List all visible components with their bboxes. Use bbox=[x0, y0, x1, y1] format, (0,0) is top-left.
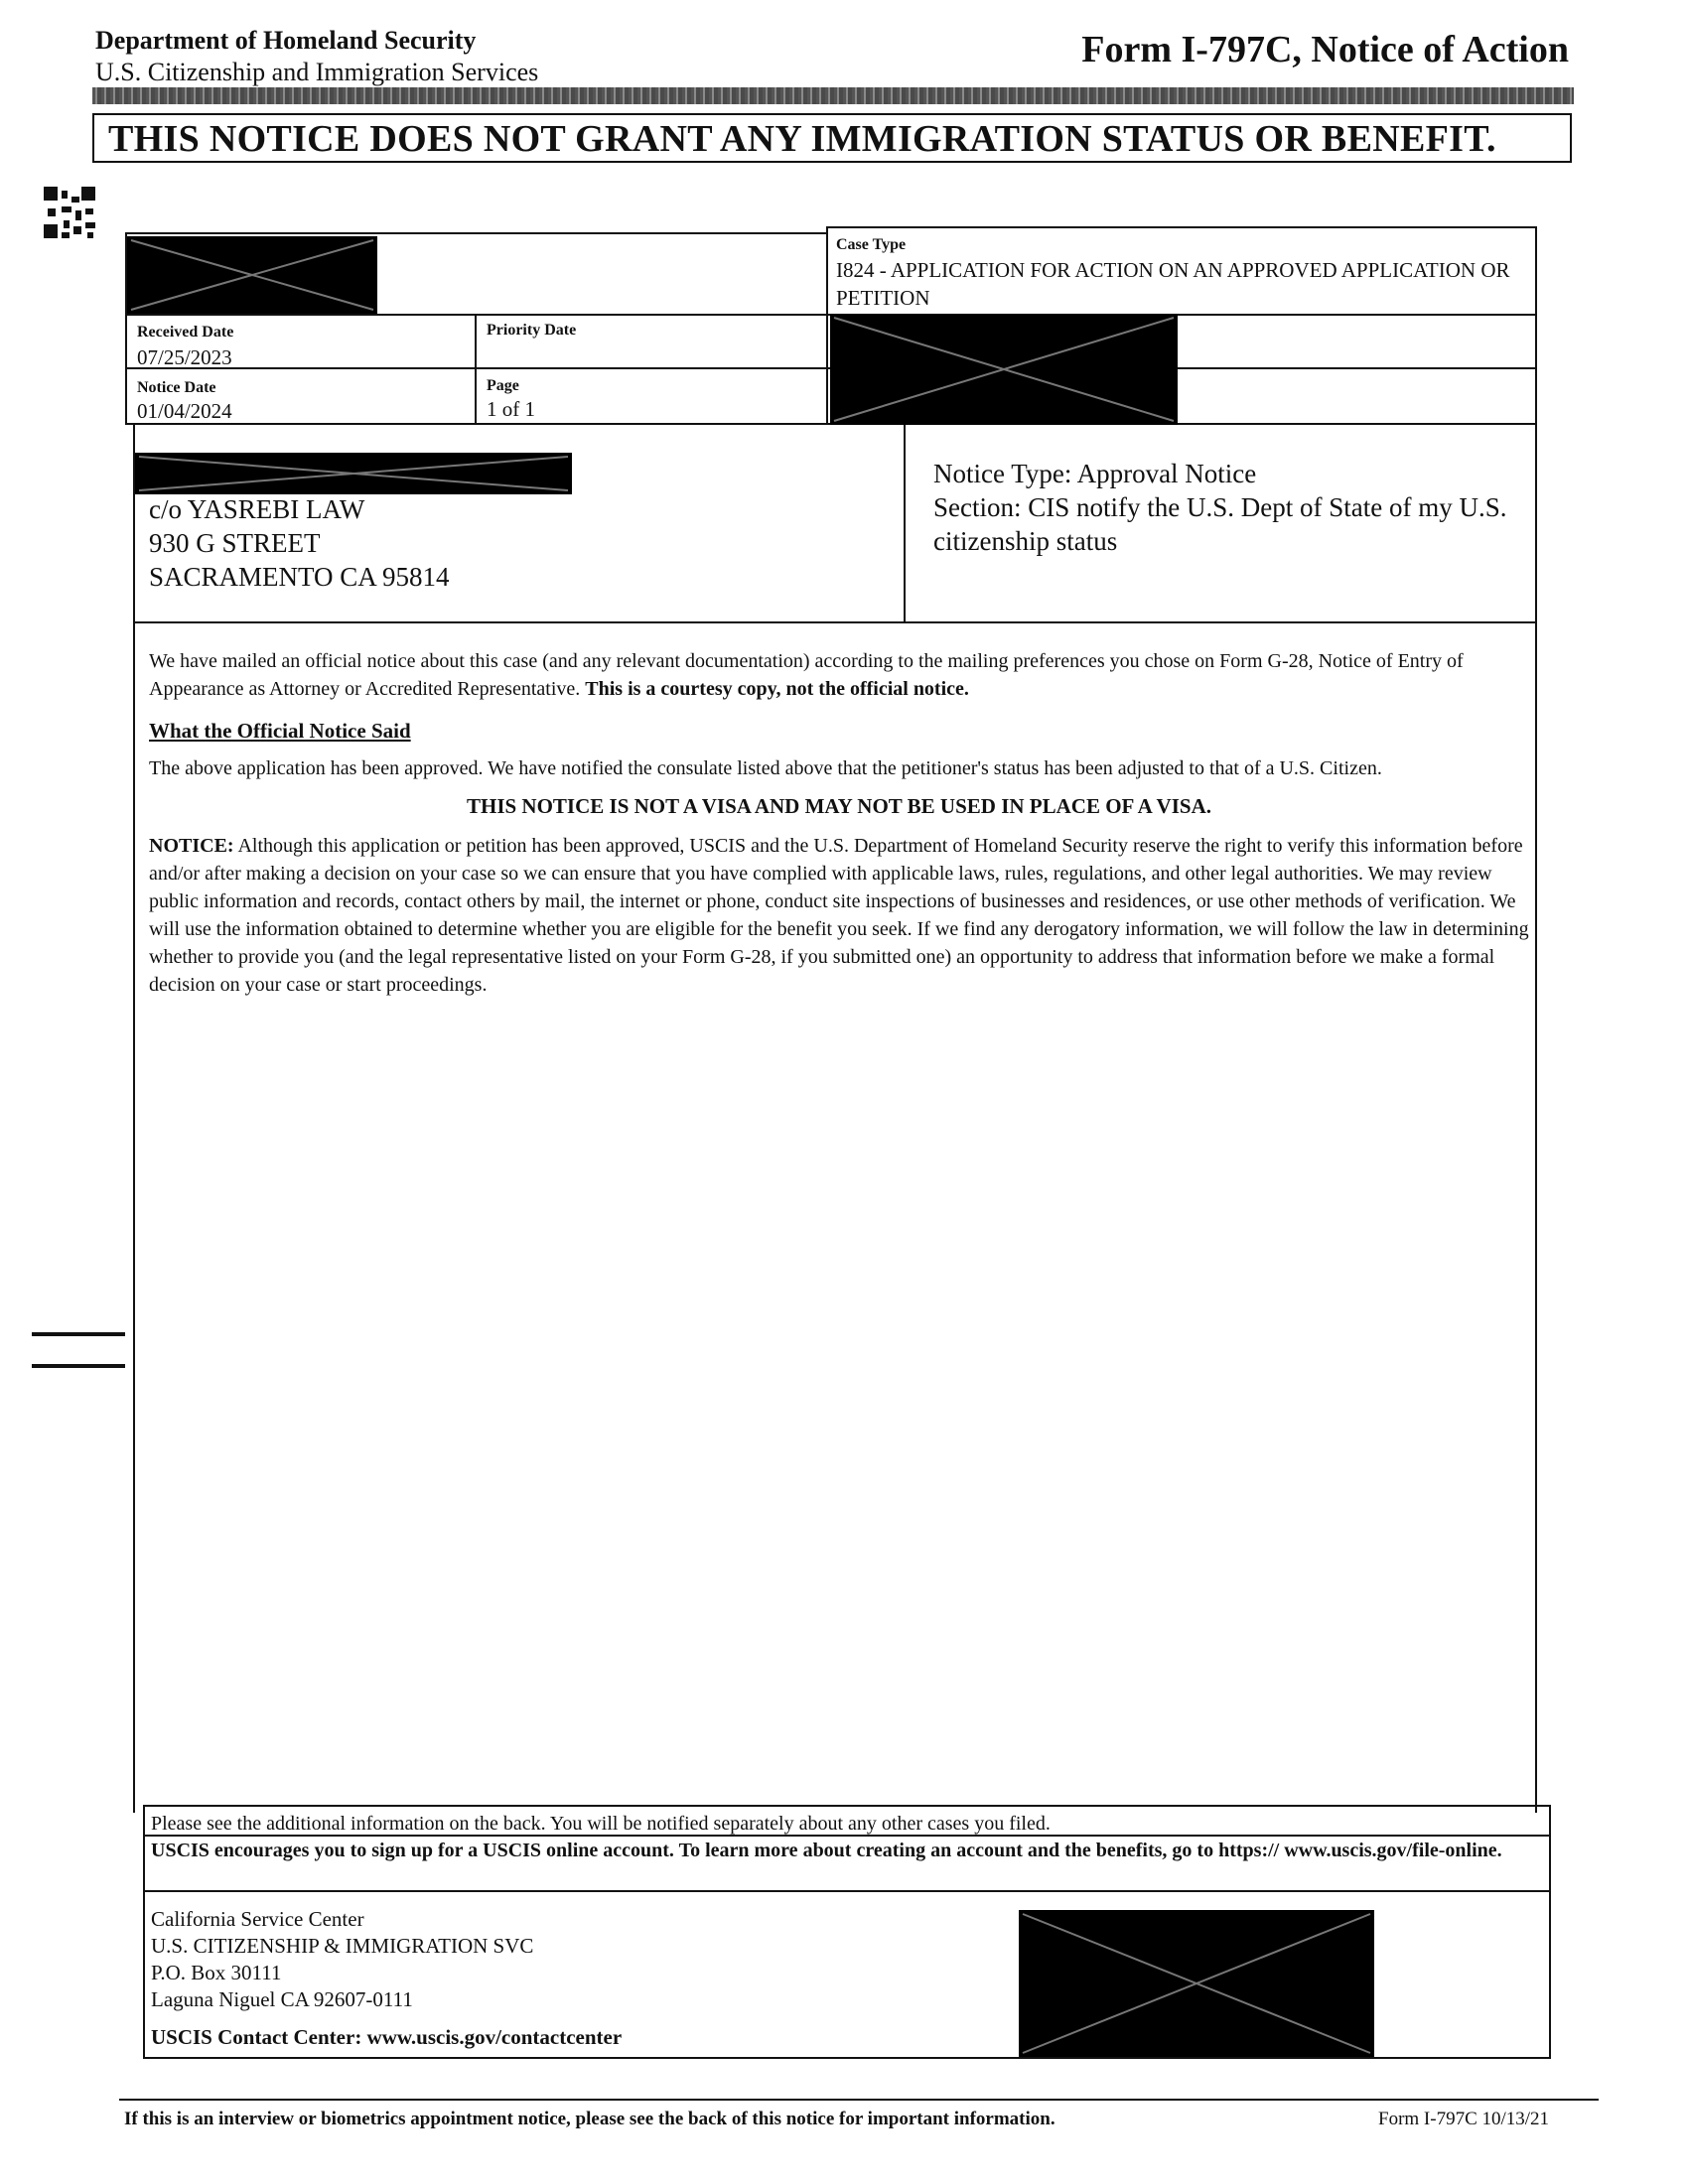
redacted-barcode bbox=[1019, 1910, 1374, 2057]
contact-center: USCIS Contact Center: www.uscis.gov/contactcenter bbox=[151, 2025, 623, 2049]
grid-line bbox=[119, 2099, 1599, 2101]
form-code: Form I-797C 10/13/21 bbox=[1378, 2109, 1550, 2129]
notice-type-block bbox=[933, 457, 1549, 558]
address-line: 930 G STREET bbox=[149, 528, 321, 558]
grid-line bbox=[904, 423, 906, 621]
barcode-icon bbox=[44, 187, 95, 238]
notice-text: Although this application or petition has been approved, USCIS and the U.S. Department of Homeland Security reserve the right to verify this information before and/or after making a decision on your case so we can ensure that you have complied with applicable laws, rules, regulations, and other legal authorities. We may review public information and records, contact others by mail, the internet or phone, conduct site inspections of businesses and residences, or use other methods of verification. We will use the information obtained to determine whether you are eligible for the benefit you seek. If we find any derogatory information, we will follow the law in determining whether to provide you (and the legal representative listed on your Form G-28, if you submitted one) an opportunity to address that information before we make a formal decision on your case or start proceedings. bbox=[149, 835, 1529, 996]
header-divider-bar bbox=[92, 87, 1574, 104]
department-name: Department of Homeland Security bbox=[95, 26, 477, 55]
grid-line bbox=[826, 226, 828, 425]
fold-mark bbox=[32, 1364, 125, 1368]
address-line: SACRAMENTO CA 95814 bbox=[149, 562, 450, 592]
redacted-recipient-name bbox=[135, 453, 572, 494]
office-line: U.S. CITIZENSHIP & IMMIGRATION SVC bbox=[151, 1934, 534, 1958]
status-banner: THIS NOTICE DOES NOT GRANT ANY IMMIGRATION STATUS OR BENEFIT. bbox=[92, 113, 1572, 163]
notice-type: Notice Type: Approval Notice bbox=[933, 459, 1257, 488]
grid-line bbox=[125, 232, 826, 234]
grid-line bbox=[143, 1890, 1551, 1892]
courtesy-copy-note: This is a courtesy copy, not the official notice. bbox=[585, 678, 969, 700]
priority-date-label: Priority Date bbox=[487, 322, 577, 339]
grid-line bbox=[133, 621, 135, 1813]
office-line: P.O. Box 30111 bbox=[151, 1961, 282, 1984]
grid-line bbox=[143, 2057, 1551, 2059]
received-date-label: Received Date bbox=[137, 324, 234, 341]
grid-line bbox=[475, 314, 477, 423]
grid-line bbox=[133, 621, 1537, 623]
section-heading: What the Official Notice Said bbox=[149, 719, 411, 743]
notice-date-label: Notice Date bbox=[137, 379, 216, 396]
address-line: c/o YASREBI LAW bbox=[149, 494, 365, 524]
grid-line bbox=[826, 226, 1537, 228]
office-line: Laguna Niguel CA 92607-0111 bbox=[151, 1987, 413, 2011]
online-account-note: USCIS encourages you to sign up for a USCIS online account. To learn more about creating an account and the benefits, go to https:// www.uscis.gov/file-online. bbox=[151, 1840, 1502, 1861]
notice-label: NOTICE: bbox=[149, 835, 234, 857]
form-title: Form I-797C, Notice of Action bbox=[1081, 29, 1569, 70]
visa-warning: THIS NOTICE IS NOT A VISA AND MAY NOT BE USED IN PLACE OF A VISA. bbox=[466, 794, 1211, 818]
service-center-address bbox=[151, 1906, 533, 2013]
page-label: Page bbox=[487, 377, 519, 394]
additional-info-note: Please see the additional information on the back. You will be notified separately about any other cases you filed. bbox=[151, 1813, 1051, 1835]
fold-mark bbox=[32, 1332, 125, 1336]
redacted-receipt-number bbox=[127, 236, 377, 314]
agency-name: U.S. Citizenship and Immigration Services bbox=[95, 58, 539, 86]
received-date-value: 07/25/2023 bbox=[137, 345, 232, 369]
office-line: California Service Center bbox=[151, 1907, 364, 1931]
appointment-note: If this is an interview or biometrics appointment notice, please see the back of this notice for important information. bbox=[124, 2109, 1055, 2129]
page-value: 1 of 1 bbox=[487, 397, 535, 421]
case-type-label: Case Type bbox=[836, 236, 907, 253]
grid-line bbox=[143, 1805, 145, 2059]
notice-date-value: 01/04/2024 bbox=[137, 399, 232, 423]
grid-line bbox=[1549, 1805, 1551, 2059]
grid-line bbox=[143, 1805, 1551, 1807]
case-type-value: I824 - APPLICATION FOR ACTION ON AN APPROVED APPLICATION OR PETITION bbox=[836, 258, 1510, 310]
recipient-address bbox=[149, 492, 450, 594]
intro-text: We have mailed an official notice about this case (and any relevant documentation) according to the mailing preferences you chose on Form G-28, Notice of Entry of Appearance as Attorney or Accredited Representative. bbox=[149, 650, 1464, 700]
redacted-beneficiary bbox=[830, 314, 1178, 425]
approval-paragraph: The above application has been approved. We have notified the consulate listed above that the petitioner's status has been adjusted to that of a U.S. Citizen. bbox=[149, 757, 1382, 779]
grid-line bbox=[1535, 621, 1537, 1813]
notice-paragraph bbox=[149, 832, 1529, 999]
notice-section: Section: CIS notify the U.S. Dept of State of my U.S. citizenship status bbox=[933, 492, 1507, 556]
intro-paragraph bbox=[149, 647, 1529, 703]
